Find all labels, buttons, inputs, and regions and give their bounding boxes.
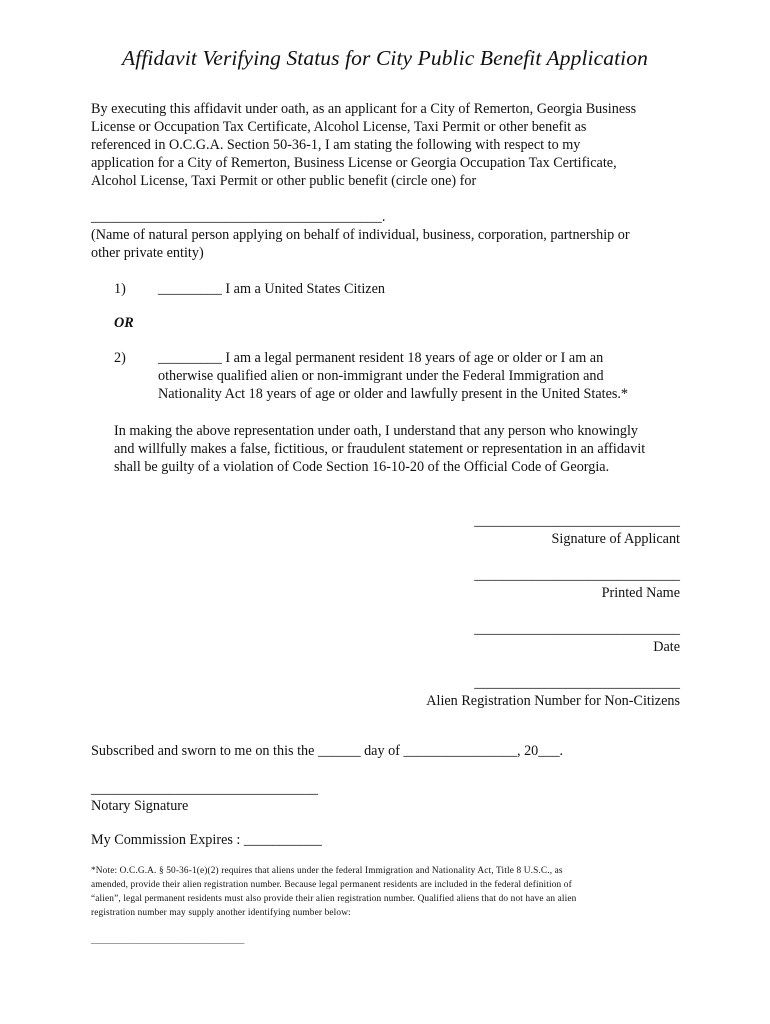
notary-signature-line[interactable]: ________________________________ (91, 781, 318, 797)
date-label: Date (653, 639, 680, 655)
option-2-line: _________ I am a legal permanent resident 18 years of age or older or I am an (158, 350, 604, 366)
signature-label: Signature of Applicant (551, 531, 680, 547)
footnote-line: amended, provide their alien registration number. Because legal permanent residents are included in the federal definition of (91, 880, 572, 890)
or-separator: OR (114, 315, 134, 331)
applicant-name-blank[interactable]: _________________________________________. (91, 209, 386, 225)
date-block[interactable] (474, 620, 680, 656)
caption-line: (Name of natural person applying on behalf of individual, business, corporation, partnership or (91, 227, 630, 243)
commission-expires[interactable]: My Commission Expires : ___________ (91, 832, 322, 848)
caption-line: other private entity) (91, 245, 204, 261)
identifying-number-line[interactable]: _________________________________ (91, 936, 245, 946)
date-line[interactable]: _____________________________ (474, 621, 680, 637)
option-2-line: otherwise qualified alien or non-immigrant under the Federal Immigration and (158, 368, 604, 384)
printed-name-block[interactable] (474, 566, 680, 602)
printed-name-label: Printed Name (601, 585, 680, 601)
option-2-resident[interactable] (158, 349, 628, 403)
signature-line[interactable]: _____________________________ (474, 513, 680, 529)
notary-signature-label: Notary Signature (91, 798, 189, 814)
intro-paragraph (91, 100, 636, 190)
representation-line: and willfully makes a false, fictitious, or fraudulent statement or representation in an affidavit (114, 441, 646, 457)
intro-line: Alcohol License, Taxi Permit or other public benefit (circle one) for (91, 173, 477, 189)
representation-paragraph (114, 422, 645, 476)
footnote-line: registration number may supply another identifying number below: (91, 908, 351, 918)
signature-applicant-block[interactable] (474, 512, 680, 548)
footnote-line: “alien”, legal permanent residents must also provide their alien registration number. Qualified aliens that do not have an alien (91, 894, 577, 904)
intro-line: referenced in O.C.G.A. Section 50-36-1, I am stating the following with respect to my (91, 137, 581, 153)
applicant-name-caption (91, 226, 630, 262)
option-2-line: Nationality Act 18 years of age or older and lawfully present in the United States.* (158, 386, 629, 402)
alien-registration-line[interactable]: _____________________________ (474, 675, 680, 691)
page-title: Affidavit Verifying Status for City Public Benefit Application (122, 46, 648, 70)
intro-line: By executing this affidavit under oath, as an applicant for a City of Remerton, Georgia Business (91, 101, 637, 117)
representation-line: shall be guilty of a violation of Code Section 16-10-20 of the Official Code of Georgia. (114, 459, 610, 475)
option-1-number: 1) (114, 281, 126, 297)
option-2-number: 2) (114, 350, 126, 366)
footnote-line: *Note: O.C.G.A. § 50-36-1(e)(2) requires that aliens under the federal Immigration and Nationality Act, Title 8 U.S.C., as (91, 866, 563, 876)
intro-line: License or Occupation Tax Certificate, Alcohol License, Taxi Permit or other benefit as (91, 119, 587, 135)
alien-registration-block[interactable] (426, 674, 680, 710)
option-1-citizen[interactable]: _________ I am a United States Citizen (158, 281, 385, 297)
intro-line: application for a City of Remerton, Business License or Georgia Occupation Tax Certificate, (91, 155, 617, 171)
footnote (91, 864, 681, 920)
representation-line: In making the above representation under oath, I understand that any person who knowingly (114, 423, 639, 439)
alien-registration-label: Alien Registration Number for Non-Citizens (426, 693, 680, 709)
sworn-statement[interactable]: Subscribed and sworn to me on this the ______ day of ________________, 20___. (91, 743, 564, 759)
printed-name-line[interactable]: _____________________________ (474, 567, 680, 583)
